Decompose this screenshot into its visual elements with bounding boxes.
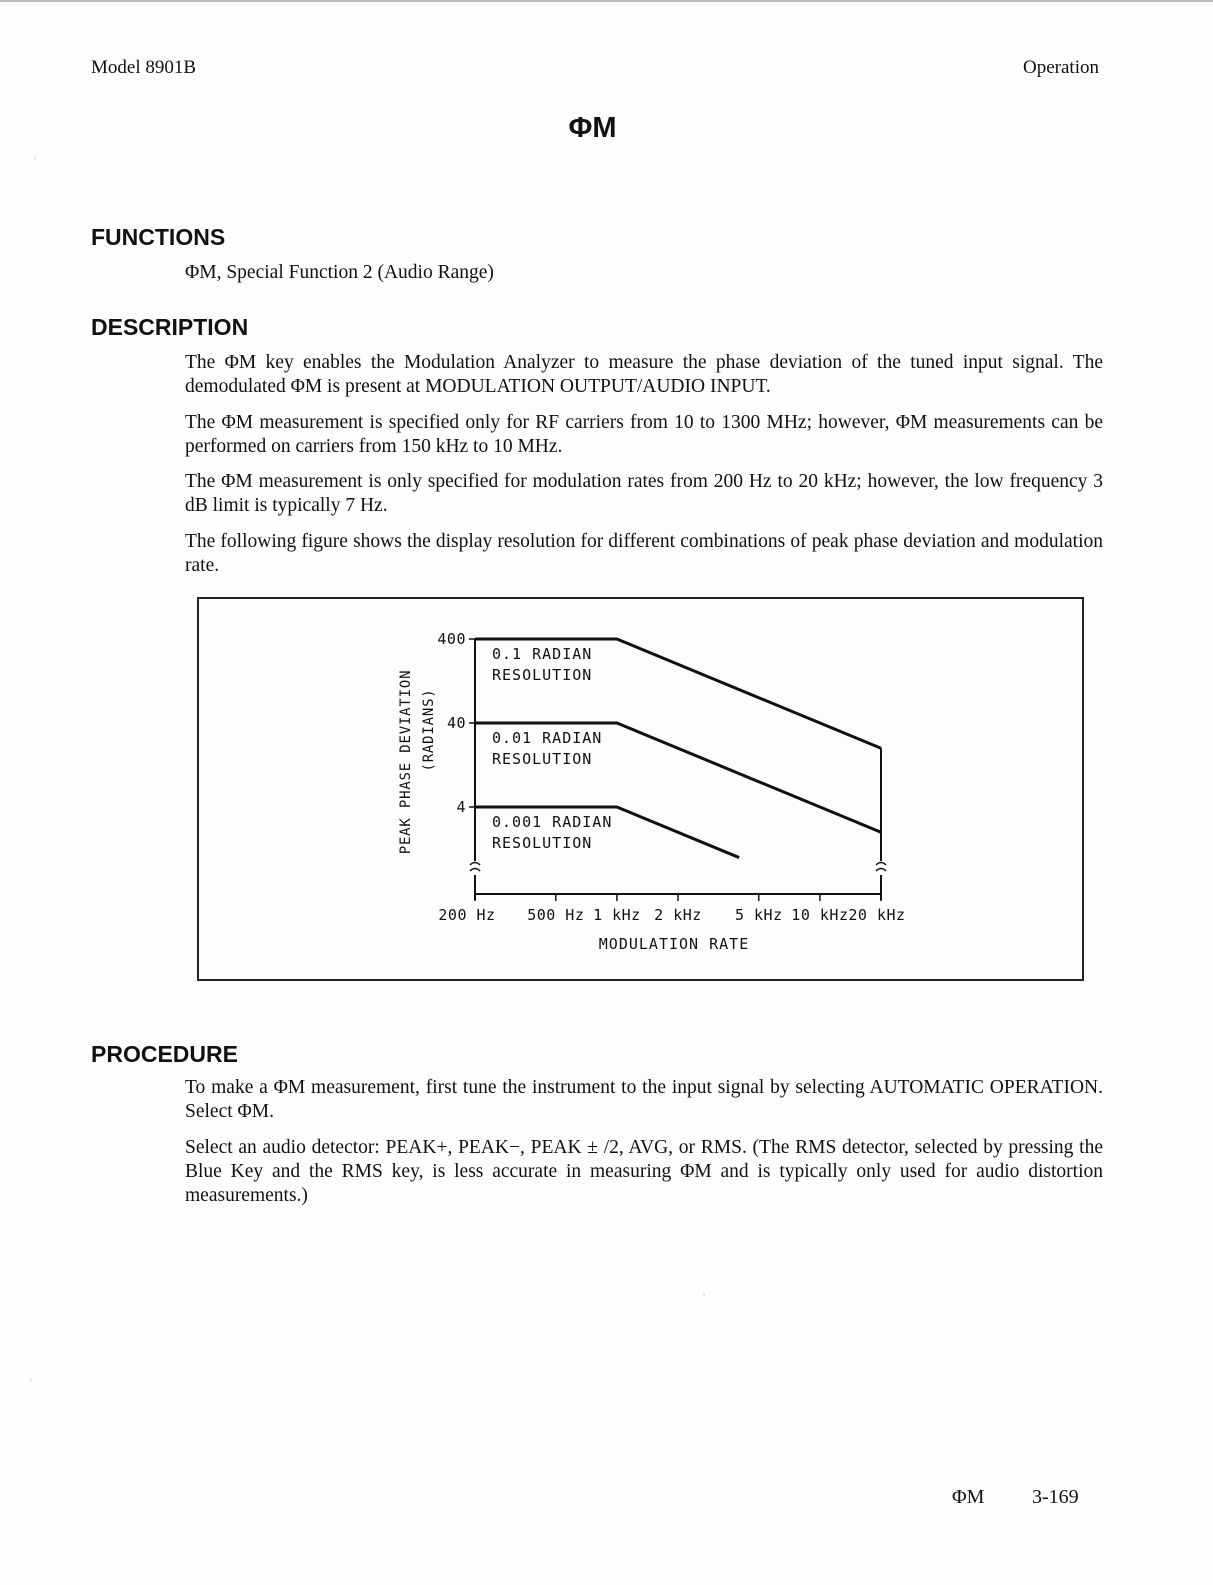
x-axis-title: MODULATION RATE: [598, 935, 750, 953]
series-label-1: 0.1 RADIAN: [492, 645, 593, 663]
x-tick-label: 2 kHz: [654, 906, 702, 924]
description-paragraph-2: The ΦM measurement is specified only for RF carriers from 10 to 1300 MHz; however, ΦM measurements can be performed on carriers from 150 kHz to 10 MHz.: [185, 412, 1103, 457]
series-label-3: 0.001 RADIAN: [492, 813, 613, 831]
procedure-paragraph-1: To make a ΦM measurement, first tune the instrument to the input signal by selecting AUTOMATIC OPERATION. Select ΦM.: [185, 1077, 1103, 1122]
footer-page-number: 3-169: [1032, 1486, 1079, 1508]
series-label-1-line2: RESOLUTION: [492, 666, 593, 684]
y-tick-label: 400: [437, 630, 466, 648]
y-axis-subtitle: (RADIANS): [421, 688, 437, 772]
description-paragraph-4: The following figure shows the display resolution for different combinations of peak phase deviation and modulation rate.: [185, 531, 1103, 576]
functions-heading: FUNCTIONS: [91, 224, 226, 250]
description-paragraph-3: The ΦM measurement is only specified for modulation rates from 200 Hz to 20 kHz; however, the low frequency 3 dB limit is typically 7 Hz.: [185, 471, 1103, 516]
header-section: Operation: [1023, 57, 1099, 78]
description-heading: DESCRIPTION: [91, 314, 249, 340]
scan-mark: ´: [28, 1380, 33, 1391]
x-tick-label: 1 kHz: [593, 906, 641, 924]
procedure-heading: PROCEDURE: [91, 1041, 238, 1067]
boundary-break: [876, 863, 886, 872]
x-tick-label: 5 kHz: [734, 906, 783, 924]
y-tick-label: 4: [456, 798, 466, 816]
header-model: Model 8901B: [91, 57, 197, 78]
y-tick-label: 40: [446, 714, 466, 732]
y-axis-break: [470, 863, 480, 872]
resolution-chart: [199, 599, 1086, 983]
series-label-2: 0.01 RADIAN: [492, 729, 603, 747]
y-axis-title: PEAK PHASE DEVIATION: [398, 669, 414, 855]
scan-mark: ´: [32, 158, 37, 169]
page-title: ΦM: [568, 112, 617, 144]
procedure-paragraph-2: Select an audio detector: PEAK+, PEAK−, PEAK ± /2, AVG, or RMS. (The RMS detector, selected by pressing the Blue Key and the RMS key, is less accurate in measuring ΦM and is typically only used for audio distortion measurements.): [185, 1137, 1103, 1206]
series-label-3-line2: RESOLUTION: [492, 834, 593, 852]
description-paragraph-1: The ΦM key enables the Modulation Analyzer to measure the phase deviation of the tuned input signal. The demodulated ΦM is present at MODULATION OUTPUT/AUDIO INPUT.: [185, 352, 1103, 397]
scan-mark: `: [702, 1294, 707, 1305]
functions-text: ΦM, Special Function 2 (Audio Range): [185, 262, 494, 283]
series-label-2-line2: RESOLUTION: [492, 750, 593, 768]
footer-section: ΦM: [952, 1486, 985, 1508]
x-tick-label: 10 kHz: [791, 906, 849, 924]
page-top-border: [0, 0, 1213, 2]
x-tick-label: 500 Hz: [527, 906, 585, 924]
x-tick-label: 20 kHz: [848, 906, 906, 924]
x-tick-label: 200 Hz: [438, 906, 496, 924]
resolution-figure: [197, 597, 1084, 981]
